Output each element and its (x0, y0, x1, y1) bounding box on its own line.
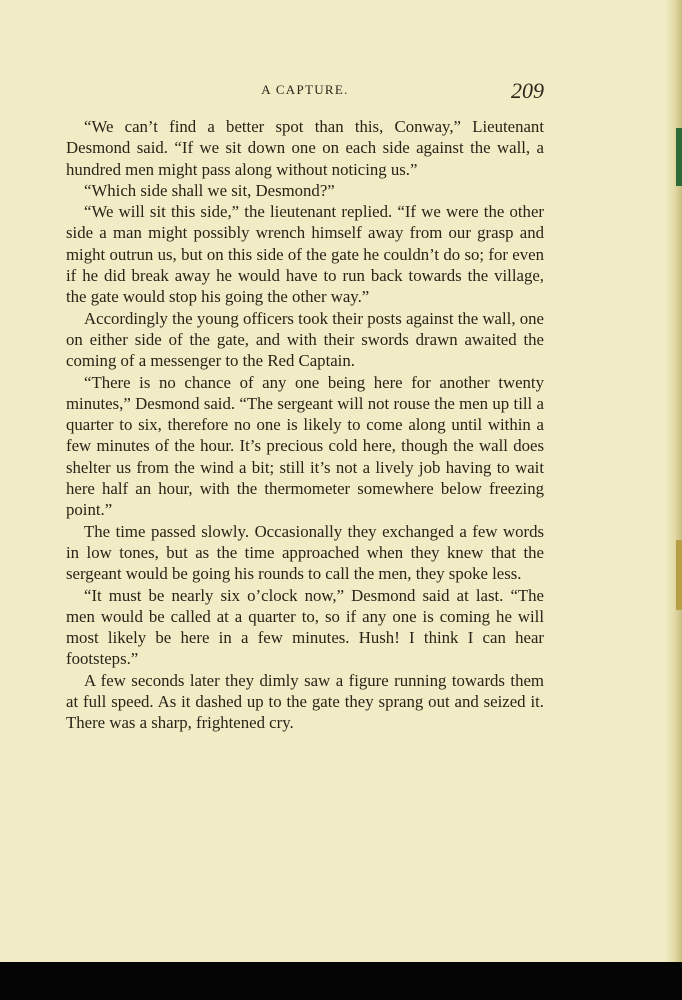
paragraph: “It must be nearly six o’clock now,” Desmond said at last. “The men would be called at a quarter to, so if any one is coming he will most likely be here in a few minutes. Hush! I think I can hear footsteps.” (66, 585, 544, 669)
paragraph: A few seconds later they dimly saw a figure running towards them at full speed. As it dashed up to the gate they sprang out and seized it. There was a sharp, frightened cry. (66, 670, 544, 733)
running-head: A CAPTURE. (261, 82, 349, 97)
page-text (66, 116, 544, 734)
paragraph: The time passed slowly. Occasionally they exchanged a few words in low tones, but as the time approached when they knew that the sergeant would be going his rounds to call the men, they spoke less. (66, 521, 544, 584)
scan-bottom-band (0, 962, 682, 1000)
paragraph: “We can’t find a better spot than this, Conway,” Lieutenant Desmond said. “If we sit down one on each side against the wall, a hundred men might pass along without noticing us.” (66, 117, 544, 179)
page-number: 209 (511, 78, 544, 103)
paragraph: “We will sit this side,” the lieutenant replied. “If we were the other side a man might possibly wrench himself away from our grasp and might outrun us, but on this side of the gate he couldn’t do so; for even if he did break away he would have to run back towards the village, the gate would stop his going the other way.” (66, 202, 544, 307)
page-header (66, 80, 544, 108)
green-page-tab (676, 128, 682, 186)
paragraph: “There is no chance of any one being here for another twenty minutes,” Desmond said. “The sergeant will not rouse the men up till a quarter to six, therefore no one is likely to come along until within a few minutes of the hour. It’s precious cold here, though the wall does shelter us from the wind a bit; still it’s not a lively job having to wait here half an hour, with the thermometer somewhere below freezing point.” (66, 372, 544, 520)
gold-page-tab (676, 540, 682, 610)
paragraph: “Which side shall we sit, Desmond?” (84, 180, 335, 200)
paragraph: Accordingly the young officers took their posts against the wall, one on either side of the gate, and with their swords drawn awaited the coming of a messenger to the Red Captain. (66, 308, 544, 371)
